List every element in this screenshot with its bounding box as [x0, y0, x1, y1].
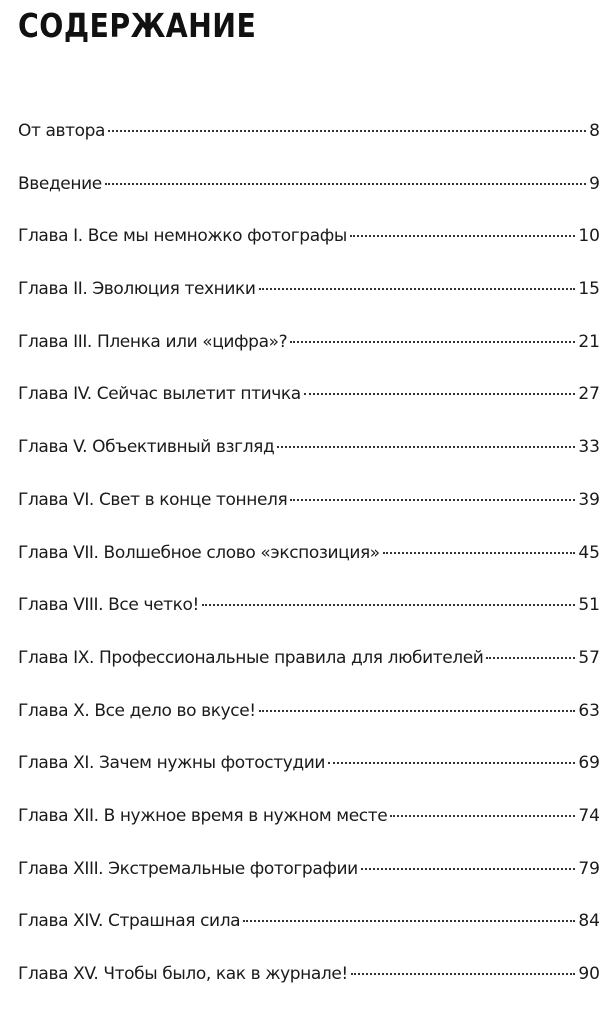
toc-entry [18, 429, 600, 482]
toc-entry-page: 57 [578, 647, 600, 668]
dot-leader [290, 499, 575, 501]
toc-entry [18, 376, 600, 429]
toc-entry [18, 166, 600, 219]
toc-entry [18, 324, 600, 377]
dot-leader [361, 868, 576, 870]
page-title: СОДЕРЖАНИЕ [18, 6, 257, 45]
toc-entry-page: 69 [578, 753, 600, 774]
toc-entry-title: Глава II. Эволюция техники [18, 279, 256, 300]
toc-entry-title: От автора [18, 121, 106, 141]
toc-entry-title: Глава XI. Зачем нужны фотостудии [18, 753, 326, 774]
toc-entry-title: Глава III. Пленка или «цифра»? [18, 331, 288, 352]
toc-entry-page: 8 [589, 121, 600, 141]
toc-entry [18, 587, 600, 640]
dot-leader [105, 183, 586, 185]
toc-entry-title: Глава XII. В нужное время в нужном месте [18, 805, 388, 826]
toc-entry-title: Введение [18, 173, 102, 194]
dot-leader [390, 815, 575, 817]
toc-entry [18, 956, 600, 1009]
toc-entry-page: 74 [578, 805, 600, 826]
toc-entry-page: 79 [578, 858, 600, 879]
toc-entry [18, 693, 600, 746]
dot-leader [351, 973, 576, 975]
toc-entry [18, 535, 600, 588]
toc-entry-page: 39 [578, 489, 600, 510]
dot-leader [259, 288, 576, 290]
dot-leader [277, 446, 575, 448]
toc-entry-title: Глава XV. Чтобы было, как в журнале! [18, 964, 348, 984]
toc-entry-title: Глава XIV. Страшная сила [18, 911, 241, 932]
toc-entry-page: 27 [578, 384, 600, 405]
toc-entry-title: Глава I. Все мы немножко фотографы [18, 226, 347, 247]
toc-entry-page: 63 [578, 700, 600, 721]
toc-list [18, 113, 600, 1009]
toc-entry-title: Глава IV. Сейчас вылетит птичка [18, 384, 301, 405]
toc-entry-title: Глава VII. Волшебное слово «экспозиция» [18, 542, 380, 563]
toc-entry [18, 113, 600, 166]
toc-entry-page: 90 [578, 964, 600, 984]
toc-entry [18, 745, 600, 798]
dot-leader [243, 920, 575, 922]
toc-entry-page: 51 [578, 595, 600, 616]
dot-leader [486, 657, 575, 659]
dot-leader [259, 710, 576, 712]
toc-entry-page: 84 [578, 911, 600, 932]
toc-entry-page: 45 [578, 542, 600, 563]
dot-leader [383, 552, 576, 554]
toc-entry [18, 271, 600, 324]
toc-entry [18, 218, 600, 271]
toc-entry-page: 15 [578, 279, 600, 300]
toc-entry-title: Глава X. Все дело во вкусе! [18, 700, 256, 721]
dot-leader [350, 235, 575, 237]
dot-leader [290, 341, 575, 343]
toc-entry [18, 482, 600, 535]
dot-leader [328, 762, 575, 764]
toc-entry-page: 21 [578, 331, 600, 352]
toc-entry-page: 10 [578, 226, 600, 247]
toc-entry [18, 798, 600, 851]
toc-entry [18, 903, 600, 956]
toc-entry-page: 9 [589, 173, 600, 194]
toc-entry [18, 640, 600, 693]
dot-leader [202, 604, 575, 606]
toc-entry-title: Глава XIII. Экстремальные фотографии [18, 858, 358, 879]
toc-entry-title: Глава VIII. Все четко! [18, 595, 199, 616]
toc-entry-page: 33 [578, 437, 600, 458]
toc-entry-title: Глава IX. Профессиональные правила для любителей [18, 647, 484, 668]
dot-leader [108, 130, 586, 132]
dot-leader [304, 393, 576, 395]
toc-entry-title: Глава VI. Свет в конце тоннеля [18, 489, 288, 510]
toc-entry-title: Глава V. Объективный взгляд [18, 437, 275, 458]
toc-entry [18, 851, 600, 904]
